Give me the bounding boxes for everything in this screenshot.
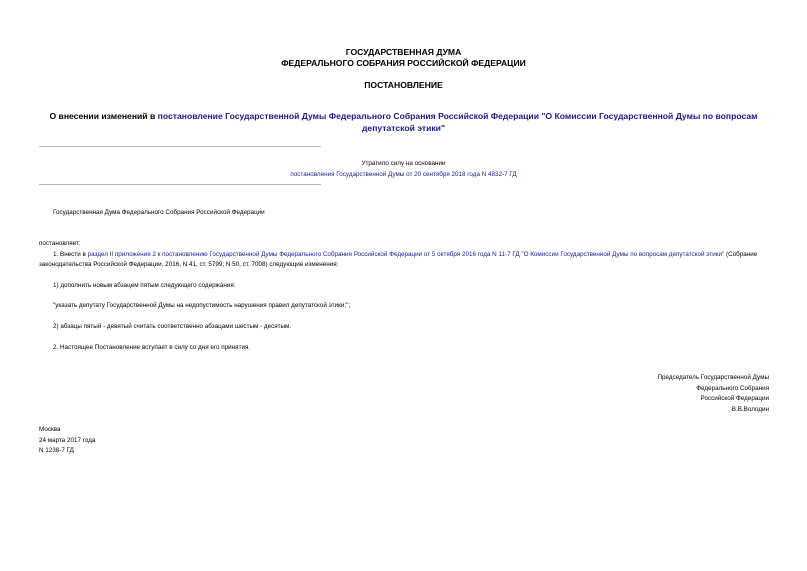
title-link[interactable]: постановление Государственной Думы Федерального Собрания Российской Федерации "О Комиссии Государственной Думы по вопросам депутатской этики" — [157, 111, 758, 133]
document-header — [0, 47, 807, 69]
resolves-paragraph: постановляет: — [39, 240, 81, 247]
signature-position-line2: Федерального Собрания — [696, 384, 769, 392]
item-1-link[interactable]: раздел II приложения 2 к постановлению Государственной Думы Федерального Собрания Российской Федерации от 5 октября 2016 года N 11-7 ГД "О Комиссии Государственной Думы по вопросам депутатской этики" — [87, 251, 725, 258]
repeal-notice — [200, 158, 607, 180]
title-prefix: О внесении изменений в — [49, 111, 158, 121]
repeal-text: Утратило силу на основании — [361, 160, 446, 167]
signature-position-line1: Председатель Государственной Думы — [657, 374, 769, 381]
footer-number: N 1238-7 ГД — [39, 447, 74, 454]
signature-block — [469, 373, 769, 415]
signature-position-line3: Российской Федерации — [700, 395, 769, 402]
item-2-paragraph: 2. Настоящее Постановление вступает в силу со дня его принятия. — [53, 344, 251, 351]
item-1-prefix: 1. Внести в — [53, 251, 88, 258]
quote-paragraph: "указать депутату Государственной Думы на недопустимость нарушения правил депутатской этики;"; — [53, 302, 351, 309]
repeal-link[interactable]: постановления Государственной Думы от 20 сентября 2018 года N 4832-7 ГД — [290, 171, 517, 178]
intro-paragraph: Государственная Дума Федерального Собрания Российской Федерации — [53, 209, 265, 216]
item-1-paragraph — [39, 250, 772, 270]
document-title — [40, 110, 767, 134]
org-name-line2: ФЕДЕРАЛЬНОГО СОБРАНИЯ РОССИЙСКОЙ ФЕДЕРАЦИИ — [281, 58, 526, 68]
footer-date: 24 марта 2017 года — [39, 436, 96, 444]
divider-top — [39, 146, 321, 147]
divider-bottom — [39, 184, 321, 185]
org-name-line1: ГОСУДАРСТВЕННАЯ ДУМА — [345, 47, 462, 57]
signature-name: В.В.Володин — [731, 405, 769, 413]
footer-city: Москва — [39, 426, 61, 433]
sub-item-1: 1) дополнить новым абзацем пятым следующего содержания: — [53, 282, 236, 289]
document-footer — [39, 425, 339, 457]
document-type: ПОСТАНОВЛЕНИЕ — [364, 80, 443, 90]
sub-item-2: 2) абзацы пятый - девятый считать соответственно абзацами шестым - десятым. — [53, 323, 292, 330]
item-1-suffix: (Собрание законодательства Российской Федерации, 2016, N 41, ст. 5799; N 50, ст. 7008) следующие изменения: — [39, 251, 758, 268]
